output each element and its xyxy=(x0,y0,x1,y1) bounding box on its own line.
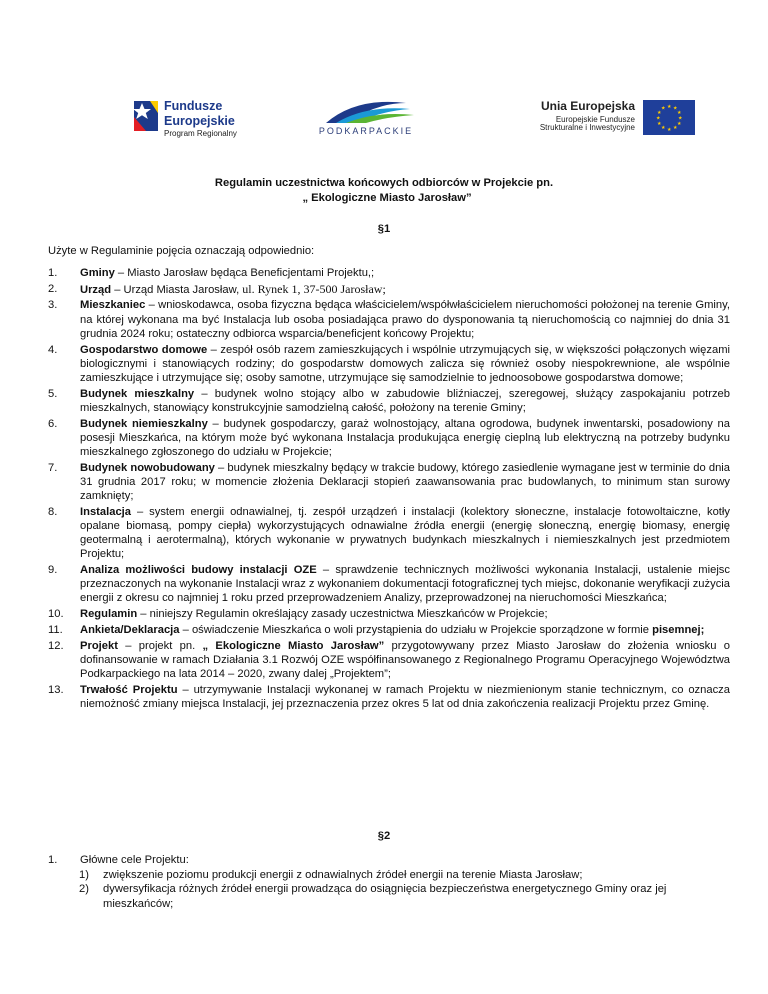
list-item: 1. Główne cele Projektu: xyxy=(48,854,189,866)
podkarpackie-text: PODKARPACKIE xyxy=(318,126,414,136)
fe-line2: Europejskie xyxy=(164,113,235,128)
definitions-list xyxy=(48,266,730,713)
document-title xyxy=(0,176,768,206)
list-item: 9. Analiza możliwości budowy instalacji OZE – sprawdzenie technicznych możliwości wykonania Instalacji, ustalenie miejsc przeznaczonych na wykonanie Instalacji wraz z wykonaniem dokumentacji fotograficznej tych miejsc, dokonanie weryfikacji zużycia energii z okresu co najmniej 1 roku przed przeprowadzeniem Analizy, przeprowadzonej na nieruchomości Mieszkańca; xyxy=(48,564,730,605)
list-item: 4. Gospodarstwo domowe – zespół osób razem zamieszkujących i wspólnie utrzymujących się, w większości połączonych więzami biologicznymi i stanowiących rodziny; do gospodarstw domowych zalicza się również osoby niespokrewnione, ale wspólnie zamieszkujące i utrzymujące się; osoby samotne, utrzymujące się samodzielnie to jednoosobowe gospodarstwa domowe; xyxy=(48,343,730,384)
list-item: 2. Urząd – Urząd Miasta Jarosław, ul. Rynek 1, 37-500 Jarosław; xyxy=(48,281,386,296)
svg-text:★: ★ xyxy=(673,105,678,112)
list-item: 8. Instalacja – system energii odnawialnej, tj. zespół urządzeń i instalacji (kolektory słoneczne, instalacje fotowoltaiczne, kotły opalane biomasą, pompy ciepła) wykorzystujących odnawialne źródła energii (energię słoneczną, energię biomasy, energię geotermalną i aerotermalną), których wykonanie w prywatnych budynkach mieszkalnych i niemieszkalnych jest przedmiotem Projektu; xyxy=(48,505,730,561)
svg-text:★: ★ xyxy=(677,110,682,116)
ue-line3: Strukturalne i Inwestycyjne xyxy=(539,122,635,132)
podkarpackie-hills-icon xyxy=(306,93,426,127)
podkarpackie-logo xyxy=(306,93,426,143)
list-item: 7. Budynek nowobudowany – budynek mieszkalny będący w trakcie budowy, którego zasiedlenie wymagane jest w terminie do dnia 31 grudnia 2017 roku; w momencie złożenia Deklaracji stopień zaawansowania prac budowlanych, to minimum stan surowy zamknięty; xyxy=(48,461,731,503)
section2-mark: §2 xyxy=(377,830,391,842)
list-item: 12. Projekt – projekt pn. „ Ekologiczne Miasto Jarosław” przygotowywany przez Miasto Jarosław do złożenia wniosku o dofinansowanie w ramach Działania 3.1 Rozwój OZE współfinansowanego z Regionalnego Programu Operacyjnego Województwa Podkarpackiego na lata 2014 – 2020, zwany dalej „Projektem”; xyxy=(48,639,730,680)
logo-bar xyxy=(0,97,768,147)
fe-line1: Fundusze xyxy=(164,99,223,113)
section1-mark: §1 xyxy=(377,223,391,235)
svg-text:★: ★ xyxy=(657,110,662,116)
fe-star-icon xyxy=(130,99,162,133)
title-line2: „ Ekologiczne Miasto Jarosław” xyxy=(302,192,472,204)
fundusze-europejskie-logo xyxy=(130,97,270,137)
list-item: 13. Trwałość Projektu – utrzymywanie Instalacji wykonanej w ramach Projektu w niezmienionym stanie technicznym, co oznacza niemożność zmiany miejsca Instalacji, jej przeznaczenia przez okres 5 lat od dnia zakończenia realizacji Projektu przez Gminę. xyxy=(48,683,730,710)
eu-flag-icon xyxy=(643,100,695,135)
sub-list-item: 2) dywersyfikacja różnych źródeł energii prowadząca do osiągnięcia bezpieczeństwa energetycznego Gminy oraz jej mieszkańców; xyxy=(79,883,667,910)
list-item: 1. Gminy – Miasto Jarosław będąca Beneficjentami Projektu,; xyxy=(48,267,375,279)
unia-europejska-logo xyxy=(515,97,685,137)
svg-text:★: ★ xyxy=(667,104,672,110)
svg-text:★: ★ xyxy=(656,115,661,122)
list-item: 3. Mieszkaniec – wnioskodawca, osoba fizyczna będąca właścicielem/współwłaścicielem nieruchomości położonej na terenie Gminy, na której wykonana ma być Instalacja lub osoba posiadająca prawo do dysponowania tą nieruchomością co najmniej do dnia 31 grudnia 2024 roku; ostateczny odbiorca wsparcia/beneficjent końcowy Projektu; xyxy=(48,299,730,340)
svg-text:★: ★ xyxy=(657,121,662,127)
list-item: 5. Budynek mieszkalny – budynek wolno stojący albo w zabudowie bliźniaczej, szeregowej, służący zaspokajaniu potrzeb mieszkalnych, stanowiący konstrukcyjnie samodzielną całość, położony na terenie Gminy; xyxy=(48,387,730,414)
title-line1: Regulamin uczestnictwa końcowych odbiorców w Projekcie pn. xyxy=(214,177,554,189)
list-item: 11. Ankieta/Deklaracja – oświadczenie Mieszkańca o woli przystąpienia do udziału w Projekcie sporządzone w formie pisemnej; xyxy=(48,623,705,636)
ue-line2: Europejskie Fundusze xyxy=(555,114,635,124)
fe-line3: Program Regionalny xyxy=(164,129,237,138)
sub-list-item: 1) zwiększenie poziomu produkcji energii z odnawialnych źródeł energii na terenie Miasta Jarosław; xyxy=(79,868,583,881)
svg-text:★: ★ xyxy=(667,127,672,133)
svg-text:★: ★ xyxy=(677,121,682,127)
svg-text:★: ★ xyxy=(661,125,666,131)
ue-line1: Unia Europejska xyxy=(540,99,635,113)
section2-body xyxy=(48,853,730,911)
svg-text:★: ★ xyxy=(678,115,683,122)
svg-text:★: ★ xyxy=(661,105,666,112)
section1-intro: Użyte w Regulaminie pojęcia oznaczają odpowiednio: xyxy=(48,245,315,257)
svg-text:★: ★ xyxy=(673,125,678,131)
list-item: 6. Budynek niemieszkalny – budynek gospodarczy, garaż wolnostojący, altana ogrodowa, budynek inwentarski, posadowiony na posesji Mieszkańca, na którym może być wykonana Instalacja produkująca energię cieplną lub elektryczną na potrzeby budynku mieszkalnego zgłoszonego do udziału w Projekcie; xyxy=(48,417,730,458)
list-item: 10. Regulamin – niniejszy Regulamin określający zasady uczestnictwa Mieszkańców w Projekcie; xyxy=(48,608,548,621)
